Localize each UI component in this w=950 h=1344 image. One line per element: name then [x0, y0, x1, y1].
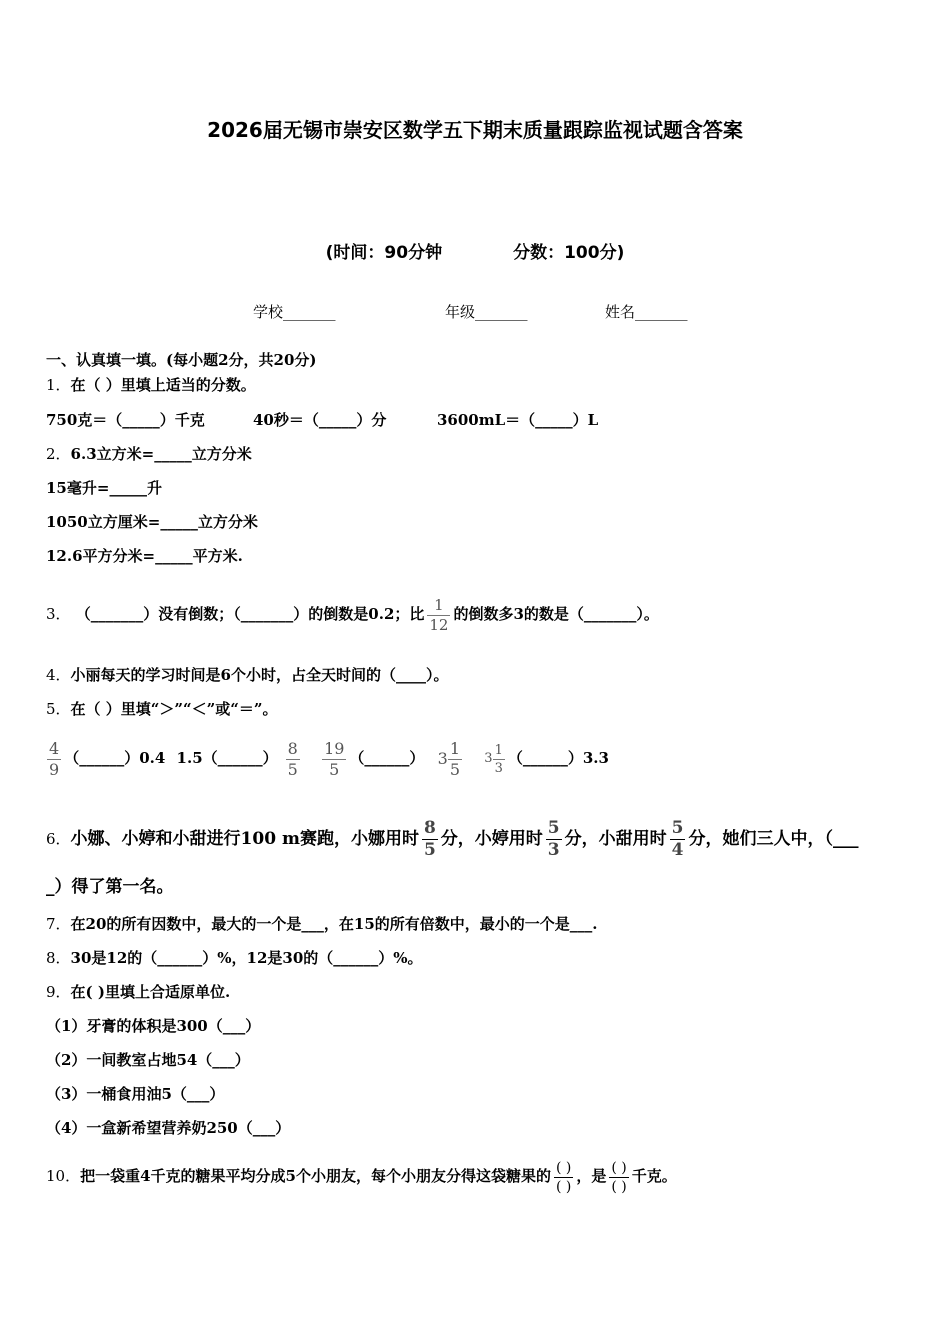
- blank-fraction-1[interactable]: $\frac{( )}{( )}$: [555, 1159, 572, 1195]
- question-4: [46, 664, 449, 686]
- q6-text-2: 分，小婷用时: [440, 829, 543, 849]
- question-number: 1．: [46, 376, 71, 394]
- q9-item-2: （2）一间教室占地54（___）: [46, 1051, 250, 1069]
- student-info: [0, 301, 950, 325]
- q1-item-c: 3600mL＝（_____）L: [437, 411, 599, 429]
- name-field[interactable]: 姓名_______: [605, 303, 688, 321]
- question-text: 在20的所有因数中，最大的一个是___，在15的所有倍数中，最小的一个是___.: [70, 915, 598, 933]
- q2-line-2: 15毫升=_____升: [46, 479, 162, 497]
- q6-text-3: 分，小甜用时: [564, 829, 667, 849]
- page-title: 2026届无锡市崇安区数学五下期末质量跟踪监视试题含答案: [207, 118, 743, 142]
- q9-item-1: （1）牙膏的体积是300（___）: [46, 1017, 261, 1035]
- q3-text-post: 的倒数多3的数是（_______）。: [453, 605, 659, 623]
- mixed-whole-3b: 3: [484, 751, 493, 766]
- question-1-items: [46, 409, 599, 431]
- school-field[interactable]: 学校_______: [253, 303, 336, 321]
- fraction-1-5: $\frac{1}{5}$: [449, 738, 461, 779]
- question-text: 小丽每天的学习时间是6个小时，占全天时间的（____）。: [70, 666, 449, 684]
- question-5-items: [44, 734, 609, 783]
- question-number: 3．: [46, 605, 71, 623]
- q3-text-pre: （_______）没有倒数；（_______）的倒数是0.2；比: [75, 605, 425, 623]
- q2-line-3: 1050立方厘米=_____立方分米: [46, 513, 258, 531]
- fraction-5-4: $\frac{5}{4}$: [671, 818, 684, 860]
- question-2: [46, 443, 252, 465]
- question-text: 30是12的（______）%，12是30的（______）%。: [70, 949, 423, 967]
- question-number: 5．: [46, 700, 71, 718]
- question-number: 7．: [46, 915, 71, 933]
- q10-text-1: 把一袋重4千克的糖果平均分成5个小朋友，每个小朋友分得这袋糖果的: [80, 1167, 551, 1185]
- question-number: 4．: [46, 666, 71, 684]
- question-text: 在（ ）里填上适当的分数。: [70, 376, 256, 394]
- q2-line-4: 12.6平方分米=_____平方米.: [46, 547, 243, 565]
- fraction-8-5: $\frac{8}{5}$: [287, 738, 298, 779]
- q10-text-3: 千克。: [631, 1167, 677, 1185]
- blank-fraction-2[interactable]: $\frac{( )}{( )}$: [611, 1159, 627, 1195]
- q5-compare-1: （______）0.4: [64, 749, 166, 767]
- q10-text-2: ，是: [576, 1167, 607, 1185]
- fraction-1-12: $\frac{1}{12}$: [429, 595, 449, 634]
- fraction-4-9: $\frac{4}{9}$: [49, 738, 60, 779]
- fraction-5-3: $\frac{5}{3}$: [547, 818, 560, 860]
- question-number: 10．: [46, 1167, 81, 1185]
- question-number: 8．: [46, 949, 71, 967]
- question-number: 2．: [46, 445, 71, 463]
- question-9: [46, 981, 230, 1003]
- fraction-1-3: $\frac{1}{3}$: [494, 742, 503, 776]
- question-number: 6．: [46, 830, 71, 848]
- question-text: 在( )里填上合适原单位.: [70, 983, 231, 1001]
- grade-field[interactable]: 年级_______: [445, 303, 528, 321]
- q6-text-4: 分，她们三人中，（___: [688, 829, 859, 849]
- fraction-8-5: $\frac{8}{5}$: [423, 818, 436, 860]
- question-5: [46, 698, 278, 720]
- mixed-whole-3: 3: [437, 749, 448, 768]
- q2-line-1: 6.3立方米=_____立方分米: [70, 445, 252, 463]
- question-7: [46, 913, 598, 935]
- q1-item-a: 750克＝（_____）千克: [46, 411, 205, 429]
- q1-item-b: 40秒＝（_____）分: [253, 411, 387, 429]
- fraction-19-5: $\frac{19}{5}$: [324, 738, 345, 779]
- question-number: 9．: [46, 983, 71, 1001]
- q5-compare-4: （______）3.3: [507, 749, 609, 767]
- q5-compare-2: 1.5（______）: [176, 749, 278, 767]
- section-heading: 一、认真填一填。(每小题2分，共20分): [46, 351, 317, 369]
- question-1: [46, 374, 256, 396]
- question-3: [46, 586, 659, 642]
- q5-compare-3: （______）: [349, 749, 425, 767]
- question-8: [46, 947, 423, 969]
- question-6: [46, 812, 858, 866]
- q6-text-1: 小娜、小婷和小甜进行100 m赛跑，小娜用时: [70, 829, 419, 849]
- q6-line-2: _）得了第一名。: [46, 877, 174, 897]
- question-10: [46, 1148, 677, 1204]
- exam-subtitle: (时间：90分钟 分数：100分): [325, 243, 625, 263]
- q9-item-4: （4）一盒新希望营养奶250（___）: [46, 1119, 291, 1137]
- question-text: 在（ ）里填“＞”“＜”或“＝”。: [70, 700, 278, 718]
- q9-item-3: （3）一桶食用油5（___）: [46, 1085, 225, 1103]
